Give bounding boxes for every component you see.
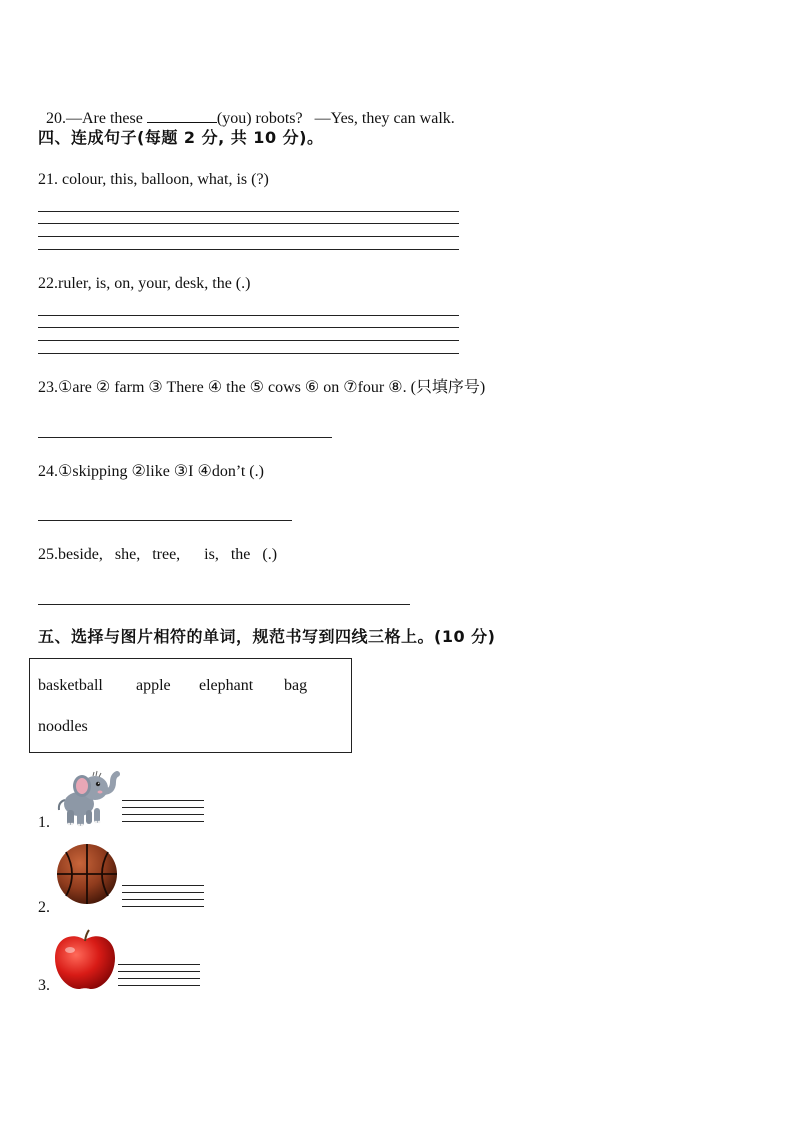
picture-number: 1. [38, 814, 50, 831]
word-bank-item: bag [284, 677, 308, 694]
question-22: 22.ruler, is, on, your, desk, the (.) [38, 275, 251, 292]
apple-icon [52, 928, 118, 992]
question-number: 20. [46, 110, 66, 127]
word-bank-item: noodles [38, 718, 88, 735]
four-line-writing-area[interactable] [122, 885, 204, 909]
question-24: 24.①skipping ②like ③I ④don’t (.) [38, 463, 264, 480]
section-4-heading: 四、连成句子(每题 2 分, 共 10 分)。 [38, 128, 324, 147]
four-line-writing-area[interactable] [38, 211, 459, 251]
section-5-heading: 五、选择与图片相符的单词，规范书写到四线三格上。(10 分) [38, 627, 496, 646]
basketball-icon [54, 843, 120, 905]
answer-blank[interactable] [147, 107, 217, 123]
question-20 [38, 87, 455, 129]
word-bank-item: elephant [199, 677, 254, 694]
question-21: 21. colour, this, balloon, what, is (?) [38, 171, 269, 188]
question-25: 25.beside, she, tree, is, the (.) [38, 546, 278, 563]
four-line-writing-area[interactable] [118, 964, 200, 988]
question-hint: (you) robots? [216, 110, 303, 127]
elephant-icon [55, 766, 121, 828]
answer-line[interactable] [38, 604, 410, 605]
picture-number: 2. [38, 899, 50, 916]
question-23: 23.①are ② farm ③ There ④ the ⑤ cows ⑥ on ⑦four ⑧. (只填序号) [38, 379, 486, 396]
question-answer: —Yes, they can walk. [314, 110, 455, 127]
word-bank [29, 658, 352, 753]
word-bank-item: apple [136, 677, 171, 694]
question-text: —Are these [66, 110, 147, 127]
four-line-writing-area[interactable] [122, 800, 204, 824]
answer-line[interactable] [38, 520, 292, 521]
word-bank-item: basketball [38, 677, 103, 694]
picture-number: 3. [38, 977, 50, 994]
four-line-writing-area[interactable] [38, 315, 459, 355]
answer-line[interactable] [38, 437, 332, 438]
